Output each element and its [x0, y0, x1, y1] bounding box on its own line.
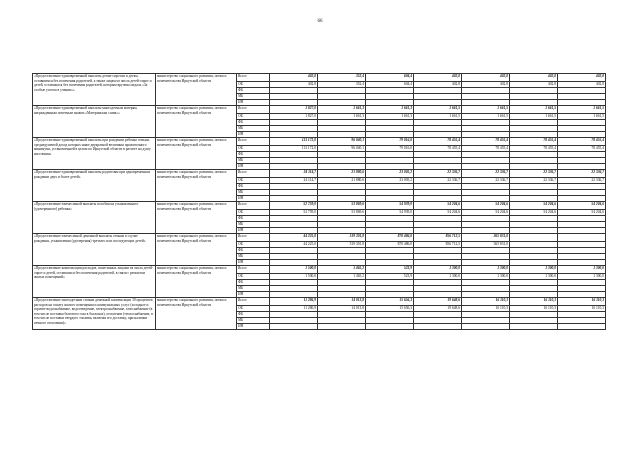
activity-executor: министерство социального развития, опеки и попечительства Иркутской области — [156, 202, 237, 234]
amount-cell: 16 110,3 — [510, 306, 558, 312]
amount-cell: 54 204,6 — [414, 202, 462, 210]
funding-source-label: ИИ — [237, 292, 270, 298]
funding-source-label: ОБ — [237, 146, 270, 152]
amount-cell: 1 661,5 — [558, 106, 606, 114]
funding-source-label: Всего — [237, 170, 270, 178]
amount-cell: 96 040,1 — [318, 146, 366, 152]
amount-cell: 21 880,6 — [318, 178, 366, 184]
funding-source-label: ИИ — [237, 196, 270, 202]
amount-cell: 856 712,5 — [414, 234, 462, 242]
amount-cell: 79 016,0 — [366, 146, 414, 152]
funding-source-label: МБ — [237, 190, 270, 196]
amount-cell: 1 300,0 — [558, 274, 606, 280]
activity-executor: министерство социального развития, опеки и попечительства Иркутской области — [156, 170, 237, 202]
amount-cell: 1 300,0 — [462, 274, 510, 280]
amount-cell: 78 455,4 — [558, 138, 606, 146]
amount-cell: 870 486,0 — [366, 234, 414, 242]
funding-source-label: Всего — [237, 298, 270, 306]
activity-executor: министерство социального развития, опеки и попечительства Иркутской области — [156, 298, 237, 330]
amount-cell: 23 005,2 — [366, 178, 414, 184]
amount-cell: 1 661,5 — [414, 106, 462, 114]
amount-cell: 402,8 — [270, 82, 318, 88]
amount-cell: 1 661,5 — [414, 114, 462, 120]
amount-cell: 352,4 — [318, 74, 366, 82]
amount-cell: 113 172,0 — [270, 146, 318, 152]
amount-cell: 52 759,0 — [270, 202, 318, 210]
amount-cell: 1 827,0 — [270, 106, 318, 114]
activity-executor: министерство социального развития, опеки и попечительства Иркутской области — [156, 106, 237, 138]
activity-executor: министерство социального развития, опеки и попечительства Иркутской области — [156, 138, 237, 170]
amount-cell: 523,9 — [366, 266, 414, 274]
amount-cell: 54 204,6 — [558, 210, 606, 216]
amount-cell: 519 301,8 — [318, 242, 366, 248]
table-row-total — [33, 106, 606, 114]
amount-cell: 22 336,7 — [462, 178, 510, 184]
amount-cell: 78 455,4 — [558, 146, 606, 152]
amount-cell: 54 204,6 — [462, 210, 510, 216]
amount-cell: 1 465,2 — [318, 266, 366, 274]
funding-source-label: ФБ — [237, 88, 270, 94]
amount-cell: 1 300,0 — [414, 274, 462, 280]
amount-cell: 1 300,0 — [414, 266, 462, 274]
amount-cell: 1 661,5 — [510, 106, 558, 114]
table-row-total — [33, 74, 606, 82]
amount-cell: 1 661,5 — [462, 114, 510, 120]
amount-cell: 604,4 — [366, 74, 414, 82]
activity-description: «Предоставление единовременной выплаты родителям при одновременном рождении двух и более детей» — [33, 170, 156, 202]
amount-cell: 21 880,6 — [318, 170, 366, 178]
funding-source-label: ФБ — [237, 216, 270, 222]
funding-source-label: ФБ — [237, 184, 270, 190]
amount-cell: 402,8 — [462, 74, 510, 82]
amount-cell: 604,4 — [366, 82, 414, 88]
amount-cell — [510, 324, 558, 330]
funding-source-label: МБ — [237, 318, 270, 324]
amount-cell: 1 661,5 — [558, 114, 606, 120]
funding-source-label: Всего — [237, 234, 270, 242]
amount-cell: 44 225,0 — [270, 234, 318, 242]
amount-cell: 16 110,3 — [510, 298, 558, 306]
amount-cell: 402,8 — [558, 74, 606, 82]
funding-source-label: МБ — [237, 158, 270, 164]
amount-cell: 54 204,6 — [510, 202, 558, 210]
table-row-total — [33, 298, 606, 306]
funding-source-label: ИИ — [237, 228, 270, 234]
amount-cell: 24 114,7 — [270, 170, 318, 178]
amount-cell: 1 661,3 — [366, 106, 414, 114]
funding-source-label: Всего — [237, 74, 270, 82]
amount-cell: 1 465,2 — [318, 274, 366, 280]
amount-cell: 78 455,4 — [462, 138, 510, 146]
amount-cell: 1 300,0 — [558, 266, 606, 274]
funding-source-label: ОБ — [237, 242, 270, 248]
amount-cell: 1 300,0 — [510, 266, 558, 274]
table-row-total — [33, 266, 606, 274]
amount-cell: 16 110,3 — [462, 298, 510, 306]
amount-cell: 1 300,0 — [510, 274, 558, 280]
amount-cell: 54 204,6 — [558, 202, 606, 210]
amount-cell: 14 013,8 — [318, 306, 366, 312]
funding-source-label: ОБ — [237, 306, 270, 312]
amount-cell: 16 110,3 — [558, 298, 606, 306]
amount-cell: 402,8 — [558, 82, 606, 88]
funding-source-label: ОБ — [237, 82, 270, 88]
amount-cell: 352,4 — [318, 82, 366, 88]
funding-source-label: ФБ — [237, 152, 270, 158]
amount-cell — [318, 324, 366, 330]
amount-cell: 54 204,6 — [462, 202, 510, 210]
amount-cell: 54 939,0 — [366, 202, 414, 210]
table-row-total — [33, 138, 606, 146]
amount-cell: 113 172,0 — [270, 138, 318, 146]
amount-cell: 22 336,7 — [558, 178, 606, 184]
funding-source-label: ФБ — [237, 312, 270, 318]
funding-source-label: Всего — [237, 266, 270, 274]
activity-executor: министерство социального развития, опеки и попечительства Иркутской области — [156, 74, 237, 106]
funding-source-label: ОБ — [237, 210, 270, 216]
amount-cell: 78 455,4 — [414, 138, 462, 146]
amount-cell: 16 110,3 — [558, 306, 606, 312]
amount-cell: 96 040,1 — [318, 138, 366, 146]
funding-source-label: ФБ — [237, 248, 270, 254]
amount-cell: 22 336,7 — [510, 170, 558, 178]
funding-source-label: МБ — [237, 222, 270, 228]
amount-cell: 54 939,0 — [366, 210, 414, 216]
amount-cell: 22 336,7 — [414, 178, 462, 184]
activity-description: «Предоставление единовременной выплаты при рождении ребенка семьям, среднедушевой доход которых ниже двукратной величины прожиточного минимума, установленной в целом по Иркутской области в расчете на душу населения» — [33, 138, 156, 170]
amount-cell: 23 005,2 — [366, 170, 414, 178]
amount-cell: 19 648,6 — [414, 306, 462, 312]
amount-cell: 365 831,0 — [462, 242, 510, 248]
amount-cell: 1 500,0 — [270, 266, 318, 274]
amount-cell: 22 336,7 — [414, 170, 462, 178]
amount-cell: 402,8 — [462, 82, 510, 88]
amount-cell: 78 455,4 — [462, 146, 510, 152]
amount-cell: 11 286,9 — [270, 298, 318, 306]
amount-cell: 1 300,0 — [462, 266, 510, 274]
funding-source-label: ИИ — [237, 324, 270, 330]
amount-cell: 24 114,7 — [270, 178, 318, 184]
amount-cell: 365 831,0 — [462, 234, 510, 242]
funding-source-label: МБ — [237, 286, 270, 292]
amount-cell: 15 656,3 — [366, 306, 414, 312]
amount-cell: 402,8 — [414, 82, 462, 88]
amount-cell: 856 712,5 — [414, 242, 462, 248]
budget-table-body — [33, 74, 606, 330]
funding-source-label: ИИ — [237, 132, 270, 138]
amount-cell: 44 225,0 — [270, 242, 318, 248]
funding-source-label: Всего — [237, 202, 270, 210]
amount-cell: 1 661,3 — [366, 114, 414, 120]
amount-cell: 402,8 — [414, 74, 462, 82]
funding-source-label: ИИ — [237, 260, 270, 266]
funding-source-label: Всего — [237, 106, 270, 114]
activity-description: «Предоставление компенсации расходов, понесенных лицами из числа детей-сирот и детей, оставшихся без попечения родителей, в связи с ремонтом жилых помещений» — [33, 266, 156, 298]
amount-cell: 78 455,4 — [510, 146, 558, 152]
table-row-total — [33, 234, 606, 242]
amount-cell: 402,8 — [510, 74, 558, 82]
funding-source-label: ОБ — [237, 274, 270, 280]
amount-cell: 402,8 — [510, 82, 558, 88]
amount-cell — [462, 324, 510, 330]
funding-source-label: ФБ — [237, 120, 270, 126]
amount-cell — [414, 324, 462, 330]
amount-cell — [366, 324, 414, 330]
activity-description: «Предоставление единовременной выплаты многодетным матерям, награжденным почетным знаком «Материнская слава»» — [33, 106, 156, 138]
funding-source-label: МБ — [237, 94, 270, 100]
amount-cell: 14 013,8 — [318, 298, 366, 306]
funding-source-label: ФБ — [237, 280, 270, 286]
budget-table — [32, 73, 606, 330]
funding-source-label: МБ — [237, 254, 270, 260]
amount-cell: 1 661,5 — [462, 106, 510, 114]
amount-cell: 19 648,6 — [414, 298, 462, 306]
funding-source-label: ИИ — [237, 100, 270, 106]
amount-cell: 11 286,9 — [270, 306, 318, 312]
amount-cell — [510, 234, 558, 242]
funding-source-label: ОБ — [237, 114, 270, 120]
amount-cell: 870 486,0 — [366, 242, 414, 248]
activity-executor: министерство социального развития, опеки и попечительства Иркутской области — [156, 234, 237, 266]
amount-cell: 79 016,0 — [366, 138, 414, 146]
amount-cell: 402,8 — [270, 74, 318, 82]
page-number: 66 — [317, 19, 323, 24]
amount-cell: 523,9 — [366, 274, 414, 280]
funding-source-label: ИИ — [237, 164, 270, 170]
table-row-total — [33, 202, 606, 210]
amount-cell: 22 336,7 — [462, 170, 510, 178]
funding-source-label: МБ — [237, 126, 270, 132]
amount-cell — [558, 324, 606, 330]
activity-description: «Предоставление ежемесячной денежной выплаты семьям в случае рождения, усыновления (удочерения) третьего или последующих детей» — [33, 234, 156, 266]
amount-cell: 78 455,4 — [414, 146, 462, 152]
funding-source-label: ОБ — [237, 178, 270, 184]
amount-cell: 53 869,6 — [318, 210, 366, 216]
amount-cell: 1 661,3 — [318, 106, 366, 114]
amount-cell: 78 455,4 — [510, 138, 558, 146]
amount-cell: 54 204,6 — [510, 210, 558, 216]
amount-cell: 1 500,0 — [270, 274, 318, 280]
table-row-total — [33, 170, 606, 178]
funding-source-label: Всего — [237, 138, 270, 146]
amount-cell — [270, 324, 318, 330]
amount-cell: 16 110,3 — [462, 306, 510, 312]
activity-description: «Предоставление многодетным семьям денежной компенсации 30 процентов расходов на оплату жилого помещения и коммунальных услуг (холодное и горячее водоснабжение, водоотведение, электроснабжение, газоснабжение (в том числе поставка бытового газа в баллонах), отопление (теплоснабжение, в том числе поставки твердого топлива, включая его доставку, при наличии печного отопления)» — [33, 298, 156, 330]
amount-cell: 54 204,6 — [414, 210, 462, 216]
amount-cell: 53 869,6 — [318, 202, 366, 210]
amount-cell: 1 661,3 — [318, 114, 366, 120]
amount-cell: 15 656,3 — [366, 298, 414, 306]
amount-cell: 22 336,7 — [510, 178, 558, 184]
amount-cell: 22 336,7 — [558, 170, 606, 178]
amount-cell: 519 301,8 — [318, 234, 366, 242]
activity-executor: министерство социального развития, опеки и попечительства Иркутской области — [156, 266, 237, 298]
activity-description: «Предоставление единовременной выплаты детям-сиротам и детям, оставшимся без попечения родителей, а также лицам из числа детей-сирот и детей, оставшихся без попечения родителей, которым вручена медаль «За особые успехи в учении»» — [33, 74, 156, 106]
amount-cell: 52 759,0 — [270, 210, 318, 216]
amount-cell — [558, 234, 606, 242]
activity-description: «Предоставление ежемесячной выплаты пособия на усыновленного (удочеренного) ребенка» — [33, 202, 156, 234]
amount-cell: 1 827,0 — [270, 114, 318, 120]
amount-cell: 1 661,5 — [510, 114, 558, 120]
